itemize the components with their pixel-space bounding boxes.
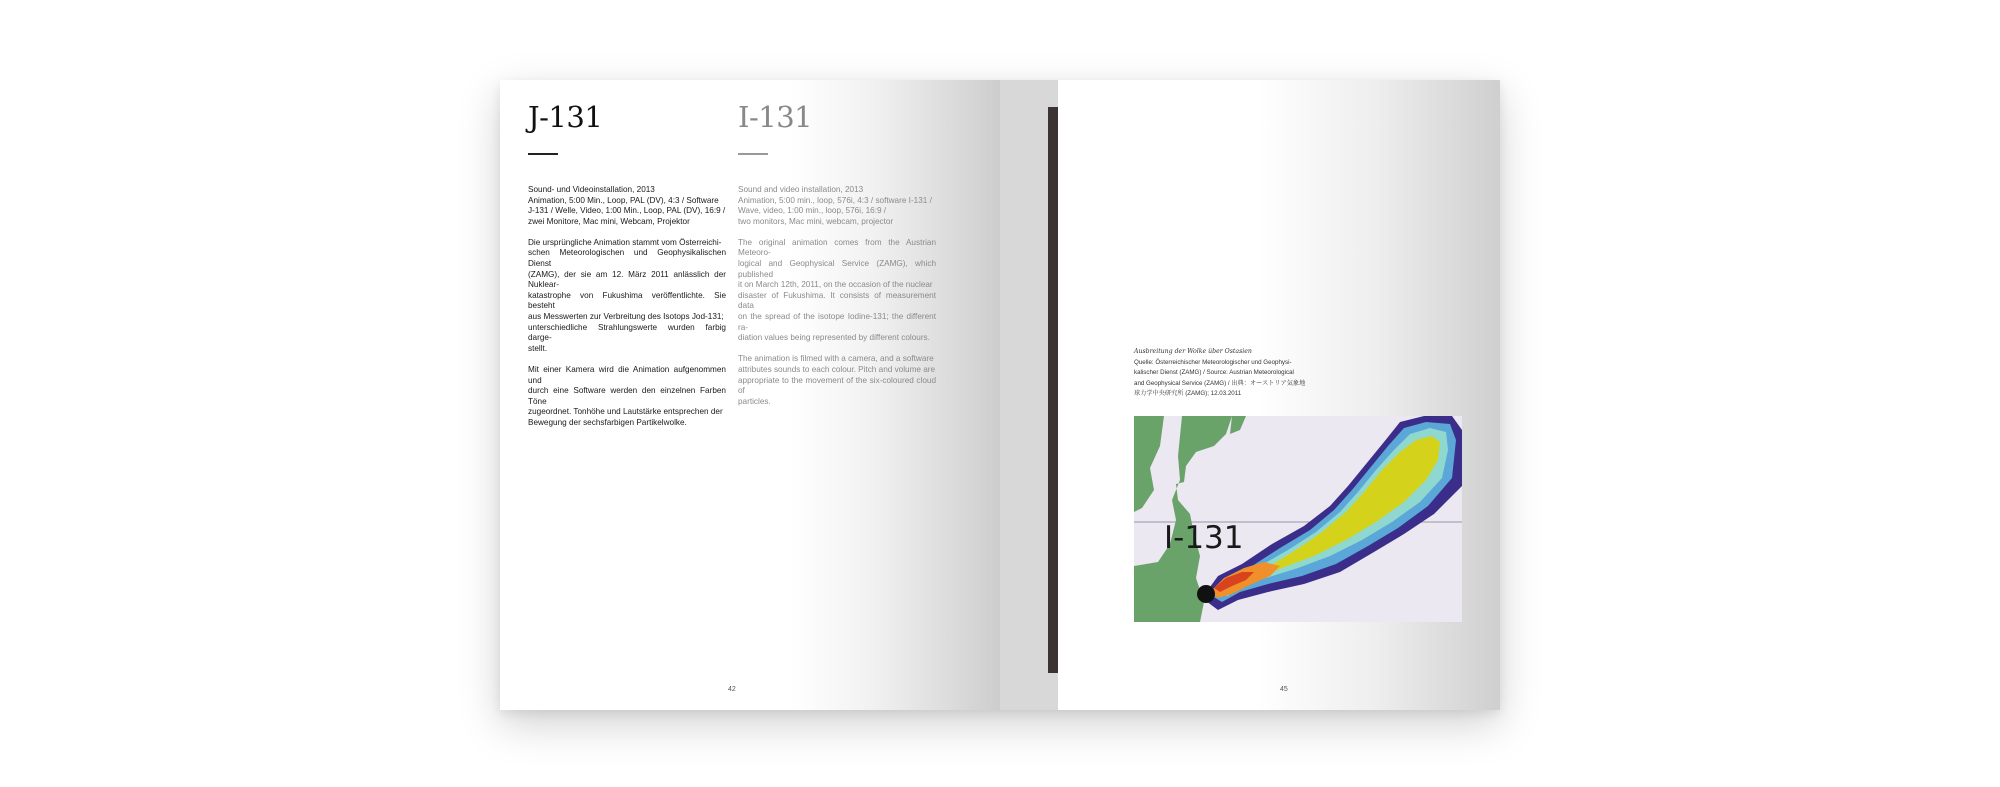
text-line: two monitors, Mac mini, webcam, projector — [738, 216, 894, 226]
caption-title: Ausbreitung der Wolke über Ostasien — [1134, 348, 1252, 355]
gutter-dark-strip — [1048, 107, 1058, 673]
title-german: J-131 — [528, 100, 603, 134]
text-line: diation values being represented by different colours. — [738, 333, 930, 343]
text-line: Die ursprüngliche Animation stammt vom Österreichi- — [528, 237, 722, 247]
text-line: logical and Geophysical Service (ZAMG), which published — [738, 259, 936, 279]
text-line: disaster of Fukushima. It consists of measurement data — [738, 290, 936, 311]
text-line: Bewegung der sechsfarbigen Partikelwolke. — [528, 417, 687, 427]
text-line: unterschiedliche Strahlungswerte wurden farbig darge- — [528, 322, 726, 343]
fukushima-source-marker — [1197, 585, 1215, 603]
text-line: particles. — [738, 396, 771, 406]
title-rule-german — [528, 153, 558, 155]
text-line: Animation, 5:00 Min., Loop, PAL (DV), 4:3 / Software — [528, 195, 719, 205]
english-spec — [738, 185, 936, 227]
text-line: on the spread of the isotope Iodine-131; the different ra- — [738, 312, 936, 332]
caption-line: kalischer Dienst (ZAMG) / Source: Austrian Meteorological — [1134, 369, 1294, 376]
open-book — [500, 80, 1500, 710]
text-line: Sound and video installation, 2013 — [738, 185, 864, 194]
text-line: J-131 / Welle, Video, 1:00 Min., Loop, PAL (DV), 16:9 / — [528, 206, 726, 216]
text-line: stellt. — [528, 343, 548, 353]
text-line: Wave, video, 1:00 min., loop, 576i, 16:9 / — [738, 206, 887, 216]
text-line: zugeordnet. Tonhöhe und Lautstärke entsprechen der — [528, 407, 723, 417]
german-paragraph-1 — [528, 238, 726, 355]
map-isotope-label: I-131 — [1164, 520, 1244, 556]
text-line: Animation, 5:00 min., loop, 576i, 4:3 / software I-131 / — [738, 195, 932, 205]
german-text-column — [528, 185, 726, 439]
title-english: I-131 — [738, 100, 813, 134]
text-line: durch eine Software werden den einzelnen Farben Töne — [528, 386, 726, 406]
page-number-left: 42 — [728, 686, 736, 693]
text-line: aus Messwerten zur Verbreitung des Isotops Jod-131; — [528, 312, 724, 322]
text-line: schen Meteorologischen und Geophysikalischen Dienst — [528, 248, 726, 269]
text-line: Sound- und Videoinstallation, 2013 — [528, 185, 655, 194]
text-line: The original animation comes from the Austrian Meteoro- — [738, 237, 936, 258]
german-paragraph-2 — [528, 365, 726, 429]
right-page — [1058, 80, 1500, 710]
figure-caption — [1134, 347, 1334, 400]
text-line: appropriate to the movement of the six-coloured cloud of — [738, 375, 936, 396]
text-line: attributes sounds to each colour. Pitch and volume are — [738, 364, 936, 374]
page-number-right: 45 — [1280, 686, 1288, 693]
text-line: zwei Monitore, Mac mini, Webcam, Projektor — [528, 216, 690, 226]
text-line: (ZAMG), der sie am 12. März 2011 anlässlich der Nuklear- — [528, 269, 726, 290]
text-line: Mit einer Kamera wird die Animation aufgenommen und — [528, 364, 726, 385]
title-rule-english — [738, 153, 768, 155]
caption-line: and Geophysical Service (ZAMG) / 出典：オーストリア気象地 — [1134, 379, 1306, 387]
text-line: it on March 12th, 2011, on the occasion of the nuclear — [738, 280, 933, 290]
caption-line: 球力学中央研究所 (ZAMG); 12.03.2011 — [1134, 390, 1242, 397]
dispersion-map-svg — [1134, 416, 1462, 622]
text-line: The animation is filmed with a camera, and a software — [738, 354, 934, 364]
caption-line: Quelle: Österreichischer Meteorologischer und Geophysi- — [1134, 358, 1292, 366]
german-spec — [528, 185, 726, 227]
left-page — [500, 80, 1000, 710]
english-paragraph-1 — [738, 238, 936, 344]
text-line: katastrophe von Fukushima veröffentlichte. Sie besteht — [528, 290, 726, 311]
english-text-column — [738, 185, 936, 418]
english-paragraph-2 — [738, 354, 936, 407]
dispersion-map-image — [1134, 416, 1462, 622]
